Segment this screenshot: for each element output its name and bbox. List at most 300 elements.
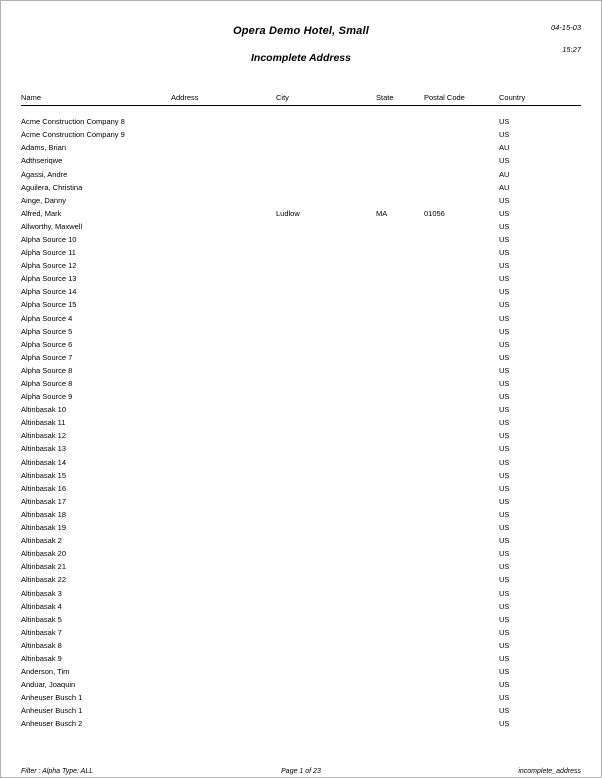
cell-state xyxy=(376,691,424,704)
cell-postal-code xyxy=(424,312,499,325)
cell-country: US xyxy=(499,418,510,428)
cell-city xyxy=(276,154,376,167)
table-row xyxy=(21,573,581,586)
report-sheet xyxy=(1,1,601,777)
report-footer xyxy=(21,761,581,775)
cell-city xyxy=(276,691,376,704)
cell-country: US xyxy=(499,339,510,349)
cell-country: US xyxy=(499,300,510,310)
cell-country: AU xyxy=(499,169,510,179)
report-date: 04-15-03 xyxy=(550,23,581,32)
table-row xyxy=(21,154,581,167)
cell-state xyxy=(376,678,424,691)
cell-city xyxy=(276,338,376,351)
cell-postal-code xyxy=(424,534,499,547)
cell-postal-code xyxy=(424,442,499,455)
cell-country: US xyxy=(499,706,510,716)
cell-state xyxy=(376,469,424,482)
cell-state xyxy=(376,115,424,128)
cell-country: US xyxy=(499,274,510,284)
table-header xyxy=(21,93,581,106)
cell-country: US xyxy=(499,405,510,415)
cell-address xyxy=(171,233,276,246)
cell-postal-code xyxy=(424,626,499,639)
table-row xyxy=(21,194,581,207)
cell-name: Altinbasak 2 xyxy=(21,536,62,546)
table-row xyxy=(21,521,581,534)
table-row xyxy=(21,390,581,403)
cell-city xyxy=(276,534,376,547)
cell-country: US xyxy=(499,536,510,546)
table-row xyxy=(21,534,581,547)
cell-city xyxy=(276,141,376,154)
column-header-name: Name xyxy=(21,93,171,106)
cell-city xyxy=(276,665,376,678)
cell-state xyxy=(376,586,424,599)
cell-state xyxy=(376,665,424,678)
table-row xyxy=(21,508,581,521)
footer-page-number: Page 1 of 23 xyxy=(281,768,321,775)
cell-address xyxy=(171,665,276,678)
table-row xyxy=(21,351,581,364)
cell-state xyxy=(376,652,424,665)
cell-name: Alpha Source 12 xyxy=(21,261,77,271)
cell-name: Alpha Source 10 xyxy=(21,234,77,244)
cell-country: US xyxy=(499,287,510,297)
cell-address xyxy=(171,521,276,534)
cell-city xyxy=(276,521,376,534)
cell-postal-code xyxy=(424,600,499,613)
cell-state xyxy=(376,338,424,351)
cell-state xyxy=(376,613,424,626)
cell-name: Altinbasak 10 xyxy=(21,405,67,415)
cell-postal-code xyxy=(424,704,499,717)
cell-state xyxy=(376,521,424,534)
cell-postal-code xyxy=(424,154,499,167)
cell-city xyxy=(276,508,376,521)
cell-country: US xyxy=(499,640,510,650)
cell-address xyxy=(171,181,276,194)
cell-country: US xyxy=(499,693,510,703)
cell-postal-code xyxy=(424,259,499,272)
cell-city xyxy=(276,442,376,455)
cell-postal-code: 01056 xyxy=(424,208,445,218)
cell-address xyxy=(171,259,276,272)
cell-postal-code xyxy=(424,298,499,311)
cell-postal-code xyxy=(424,652,499,665)
cell-name: Altinbasak 17 xyxy=(21,496,67,506)
cell-name: Altinbasak 5 xyxy=(21,614,62,624)
cell-country: AU xyxy=(499,182,510,192)
cell-country: US xyxy=(499,483,510,493)
cell-name: Alpha Source 5 xyxy=(21,326,73,336)
table-row xyxy=(21,547,581,560)
table-row xyxy=(21,128,581,141)
cell-postal-code xyxy=(424,338,499,351)
cell-name: Anheuser Busch 1 xyxy=(21,706,83,716)
table-row xyxy=(21,338,581,351)
cell-city xyxy=(276,626,376,639)
cell-name: Alpha Source 8 xyxy=(21,365,73,375)
cell-name: Allworthy, Maxwell xyxy=(21,221,83,231)
cell-name: Altinbasak 19 xyxy=(21,523,67,533)
report-title: Incomplete Address xyxy=(251,52,351,64)
cell-name: Alpha Source 11 xyxy=(21,248,76,258)
table-row xyxy=(21,403,581,416)
cell-state xyxy=(376,351,424,364)
cell-postal-code xyxy=(424,364,499,377)
cell-postal-code xyxy=(424,377,499,390)
cell-postal-code xyxy=(424,717,499,730)
cell-name: Altinbasak 9 xyxy=(21,653,62,663)
cell-country: US xyxy=(499,470,510,480)
cell-address xyxy=(171,272,276,285)
column-header-city: City xyxy=(276,93,376,106)
cell-country: US xyxy=(499,208,510,218)
cell-state xyxy=(376,456,424,469)
cell-name: Agassi, Andre xyxy=(21,169,68,179)
table-row xyxy=(21,364,581,377)
cell-address xyxy=(171,246,276,259)
table-row xyxy=(21,456,581,469)
cell-city xyxy=(276,272,376,285)
cell-postal-code xyxy=(424,272,499,285)
table-row xyxy=(21,586,581,599)
cell-address xyxy=(171,678,276,691)
cell-city xyxy=(276,312,376,325)
column-header-address: Address xyxy=(171,93,276,106)
cell-state xyxy=(376,482,424,495)
cell-state xyxy=(376,246,424,259)
cell-country: US xyxy=(499,234,510,244)
cell-postal-code xyxy=(424,613,499,626)
cell-country: US xyxy=(499,575,510,585)
table-row xyxy=(21,312,581,325)
cell-city xyxy=(276,403,376,416)
cell-address xyxy=(171,325,276,338)
table-row xyxy=(21,442,581,455)
cell-postal-code xyxy=(424,351,499,364)
table-row xyxy=(21,167,581,180)
cell-country: US xyxy=(499,130,510,140)
cell-state xyxy=(376,154,424,167)
cell-address xyxy=(171,207,276,220)
table-row xyxy=(21,652,581,665)
table-row xyxy=(21,207,581,220)
cell-name: Alpha Source 7 xyxy=(21,352,73,362)
cell-postal-code xyxy=(424,678,499,691)
table-row xyxy=(21,115,581,128)
cell-address xyxy=(171,456,276,469)
cell-country: US xyxy=(499,549,510,559)
cell-name: Alpha Source 15 xyxy=(21,300,77,310)
cell-city xyxy=(276,560,376,573)
cell-country: US xyxy=(499,457,510,467)
cell-address xyxy=(171,508,276,521)
cell-country: US xyxy=(499,562,510,572)
cell-name: Aguilera, Christina xyxy=(21,182,83,192)
cell-name: Altinbasak 13 xyxy=(21,444,67,454)
table-row xyxy=(21,377,581,390)
table-row xyxy=(21,429,581,442)
cell-city xyxy=(276,613,376,626)
column-header-postal-code: Postal Code xyxy=(424,93,499,106)
cell-address xyxy=(171,338,276,351)
cell-name: Alpha Source 4 xyxy=(21,313,73,323)
cell-name: Anderson, Tim xyxy=(21,667,70,677)
cell-address xyxy=(171,717,276,730)
cell-name: Anheuser Busch 1 xyxy=(21,693,83,703)
table-row xyxy=(21,495,581,508)
cell-postal-code xyxy=(424,416,499,429)
cell-address xyxy=(171,128,276,141)
cell-city xyxy=(276,495,376,508)
cell-postal-code xyxy=(424,246,499,259)
cell-country: US xyxy=(499,261,510,271)
cell-state xyxy=(376,626,424,639)
cell-state xyxy=(376,639,424,652)
cell-state xyxy=(376,717,424,730)
cell-address xyxy=(171,194,276,207)
cell-city xyxy=(276,220,376,233)
cell-postal-code xyxy=(424,194,499,207)
cell-state xyxy=(376,534,424,547)
table-row xyxy=(21,560,581,573)
cell-address xyxy=(171,547,276,560)
table-body xyxy=(21,106,581,731)
cell-state xyxy=(376,312,424,325)
cell-name: Alfred, Mark xyxy=(21,208,62,218)
cell-address xyxy=(171,639,276,652)
cell-name: Alpha Source 14 xyxy=(21,287,77,297)
cell-address xyxy=(171,403,276,416)
cell-country: US xyxy=(499,392,510,402)
cell-address xyxy=(171,534,276,547)
cell-city xyxy=(276,181,376,194)
cell-postal-code xyxy=(424,586,499,599)
cell-country: US xyxy=(499,221,510,231)
cell-postal-code xyxy=(424,495,499,508)
cell-name: Anheuser Busch 2 xyxy=(21,719,83,729)
cell-city xyxy=(276,298,376,311)
cell-state xyxy=(376,364,424,377)
cell-state xyxy=(376,403,424,416)
cell-postal-code xyxy=(424,167,499,180)
cell-city xyxy=(276,364,376,377)
cell-state xyxy=(376,285,424,298)
cell-country: US xyxy=(499,680,510,690)
cell-country: US xyxy=(499,601,510,611)
cell-state xyxy=(376,560,424,573)
cell-postal-code xyxy=(424,285,499,298)
report-header xyxy=(21,19,581,93)
cell-city xyxy=(276,600,376,613)
cell-country: US xyxy=(499,627,510,637)
cell-state xyxy=(376,181,424,194)
cell-postal-code xyxy=(424,639,499,652)
column-header-state: State xyxy=(376,93,424,106)
cell-postal-code xyxy=(424,429,499,442)
cell-state xyxy=(376,128,424,141)
cell-address xyxy=(171,154,276,167)
cell-city xyxy=(276,259,376,272)
cell-city: Ludlow xyxy=(276,208,300,218)
cell-name: Altinbasak 20 xyxy=(21,549,67,559)
cell-city xyxy=(276,547,376,560)
table-header-row xyxy=(21,93,581,106)
cell-country: US xyxy=(499,496,510,506)
cell-country: US xyxy=(499,523,510,533)
cell-postal-code xyxy=(424,456,499,469)
cell-name: Ainge, Danny xyxy=(21,195,67,205)
cell-address xyxy=(171,600,276,613)
cell-country: US xyxy=(499,117,510,127)
cell-state xyxy=(376,272,424,285)
cell-state xyxy=(376,298,424,311)
cell-city xyxy=(276,586,376,599)
cell-address xyxy=(171,586,276,599)
cell-name: Altinbasak 21 xyxy=(21,562,67,572)
cell-address xyxy=(171,652,276,665)
cell-state xyxy=(376,429,424,442)
cell-address xyxy=(171,442,276,455)
cell-postal-code xyxy=(424,403,499,416)
cell-address xyxy=(171,482,276,495)
cell-state xyxy=(376,377,424,390)
cell-postal-code xyxy=(424,560,499,573)
cell-address xyxy=(171,560,276,573)
cell-state xyxy=(376,194,424,207)
cell-address xyxy=(171,220,276,233)
footer-report-id: incomplete_address xyxy=(518,768,581,775)
report-time: 15:27 xyxy=(562,45,581,54)
cell-city xyxy=(276,167,376,180)
cell-address xyxy=(171,141,276,154)
cell-city xyxy=(276,325,376,338)
table-row xyxy=(21,272,581,285)
cell-country: US xyxy=(499,509,510,519)
cell-city xyxy=(276,390,376,403)
cell-country: US xyxy=(499,444,510,454)
footer-filter: Filter : Alpha Type: ALL xyxy=(21,768,94,775)
hotel-name: Opera Demo Hotel, Small xyxy=(232,25,370,37)
incomplete-address-table xyxy=(21,93,581,731)
table-row xyxy=(21,285,581,298)
table-row xyxy=(21,613,581,626)
cell-address xyxy=(171,377,276,390)
cell-address xyxy=(171,285,276,298)
cell-city xyxy=(276,482,376,495)
cell-state xyxy=(376,600,424,613)
cell-postal-code xyxy=(424,521,499,534)
cell-state xyxy=(376,325,424,338)
cell-postal-code xyxy=(424,691,499,704)
cell-state xyxy=(376,508,424,521)
cell-address xyxy=(171,704,276,717)
table-row xyxy=(21,482,581,495)
table-row xyxy=(21,220,581,233)
cell-country: US xyxy=(499,588,510,598)
table-row xyxy=(21,600,581,613)
table-row xyxy=(21,246,581,259)
cell-city xyxy=(276,717,376,730)
cell-country: US xyxy=(499,667,510,677)
cell-country: US xyxy=(499,614,510,624)
cell-address xyxy=(171,416,276,429)
table-row xyxy=(21,298,581,311)
cell-country: US xyxy=(499,365,510,375)
table-row xyxy=(21,416,581,429)
cell-address xyxy=(171,429,276,442)
cell-state xyxy=(376,704,424,717)
cell-country: US xyxy=(499,379,510,389)
cell-state xyxy=(376,547,424,560)
cell-name: Altinbasak 15 xyxy=(21,470,67,480)
cell-postal-code xyxy=(424,547,499,560)
table-row xyxy=(21,469,581,482)
cell-state xyxy=(376,442,424,455)
cell-country: AU xyxy=(499,143,510,153)
cell-name: Altinbasak 4 xyxy=(21,601,62,611)
cell-city xyxy=(276,639,376,652)
cell-postal-code xyxy=(424,390,499,403)
table-header-spacer xyxy=(21,106,581,116)
cell-name: Acme Construction Company 8 xyxy=(21,117,125,127)
cell-name: Altinbasak 22 xyxy=(21,575,67,585)
cell-state xyxy=(376,233,424,246)
cell-postal-code xyxy=(424,128,499,141)
cell-state xyxy=(376,390,424,403)
cell-country: US xyxy=(499,195,510,205)
cell-state xyxy=(376,573,424,586)
table-row xyxy=(21,717,581,730)
table-row xyxy=(21,704,581,717)
cell-address xyxy=(171,390,276,403)
cell-address xyxy=(171,351,276,364)
cell-name: Alpha Source 9 xyxy=(21,392,73,402)
cell-postal-code xyxy=(424,325,499,338)
table-row xyxy=(21,259,581,272)
cell-postal-code xyxy=(424,233,499,246)
cell-state xyxy=(376,259,424,272)
cell-state xyxy=(376,167,424,180)
cell-state xyxy=(376,220,424,233)
cell-name: Acme Construction Company 9 xyxy=(21,130,125,140)
cell-address xyxy=(171,613,276,626)
cell-postal-code xyxy=(424,141,499,154)
cell-city xyxy=(276,678,376,691)
cell-name: Altinbasak 8 xyxy=(21,640,62,650)
cell-city xyxy=(276,351,376,364)
column-header-country: Country xyxy=(499,93,581,106)
cell-country: US xyxy=(499,352,510,362)
cell-country: US xyxy=(499,313,510,323)
cell-country: US xyxy=(499,719,510,729)
cell-name: Adams, Brian xyxy=(21,143,67,153)
cell-city xyxy=(276,456,376,469)
cell-city xyxy=(276,416,376,429)
cell-state xyxy=(376,495,424,508)
cell-city xyxy=(276,246,376,259)
cell-name: Altinbasak 14 xyxy=(21,457,67,467)
cell-address xyxy=(171,626,276,639)
cell-city xyxy=(276,429,376,442)
cell-postal-code xyxy=(424,665,499,678)
cell-name: Altinbasak 3 xyxy=(21,588,62,598)
cell-city xyxy=(276,652,376,665)
cell-country: US xyxy=(499,431,510,441)
cell-country: US xyxy=(499,326,510,336)
